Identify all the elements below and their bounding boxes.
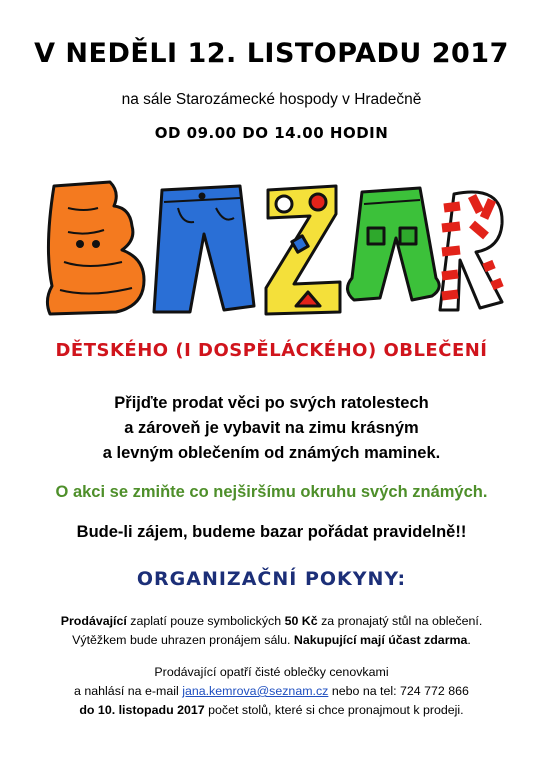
seller-rules xyxy=(0,612,543,650)
invitation-text xyxy=(0,391,543,466)
buyers-free-note: Nakupující mají účast zdarma xyxy=(293,633,468,647)
contact-text: a nahlásí na e-mail xyxy=(74,684,183,698)
rules-line-2 xyxy=(0,631,543,650)
contact-line-1: Prodávající opatří čisté oblečky cenovkami xyxy=(154,665,389,679)
spread-word-text: O akci se zmiňte co nejširšímu okruhu svých známých. xyxy=(55,483,488,501)
boot-letter-b xyxy=(47,182,144,314)
table-price: 50 Kč xyxy=(284,614,318,628)
rules-text: Výtěžkem bude uhrazen pronájem sálu. xyxy=(72,633,294,647)
rules-text: . xyxy=(467,633,471,647)
scarf-letter-r xyxy=(440,192,502,310)
contact-phone-text: nebo na tel: 724 772 866 xyxy=(328,684,469,698)
bazar-clothing-logo xyxy=(40,178,512,318)
event-date: V NEDĚLI 12. LISTOPADU 2017 xyxy=(34,38,509,69)
rules-text: zaplatí pouze symbolických xyxy=(126,614,285,628)
contact-text: počet stolů, které si chce pronajmout k prodeji. xyxy=(204,703,464,717)
rules-line-1 xyxy=(0,612,543,631)
contact-line-3 xyxy=(0,701,543,720)
regular-event-text: Bude-li zájem, budeme bazar pořádat pravidelně!! xyxy=(76,523,467,541)
subtitle: DĚTSKÉHO (I DOSPĚLÁCKÉHO) OBLEČENÍ xyxy=(55,340,488,361)
organizational-heading: ORGANIZAČNÍ POKYNY: xyxy=(136,568,407,590)
deadline-date: do 10. listopadu 2017 xyxy=(79,703,205,717)
invite-line: a zároveň je vybavit na zimu krásným xyxy=(124,419,419,437)
contact-line-2 xyxy=(0,682,543,701)
rules-text: za pronajatý stůl na oblečení. xyxy=(317,614,483,628)
invite-line: a levným oblečením od známých maminek. xyxy=(102,444,441,462)
invite-line: Přijďte prodat věci po svých ratolestech xyxy=(114,394,429,412)
contact-info xyxy=(0,663,543,720)
email-link[interactable]: jana.kemrova@seznam.cz xyxy=(182,684,329,698)
venue-line: na sále Starozámecké hospody v Hradečně xyxy=(121,91,422,108)
traffic-sign-letter-z xyxy=(266,186,340,314)
seller-label: Prodávající xyxy=(60,614,127,628)
green-pants-letter-a xyxy=(347,188,439,300)
event-time: OD 09.00 DO 14.00 HODIN xyxy=(154,124,389,142)
jeans-letter-a xyxy=(154,186,254,312)
